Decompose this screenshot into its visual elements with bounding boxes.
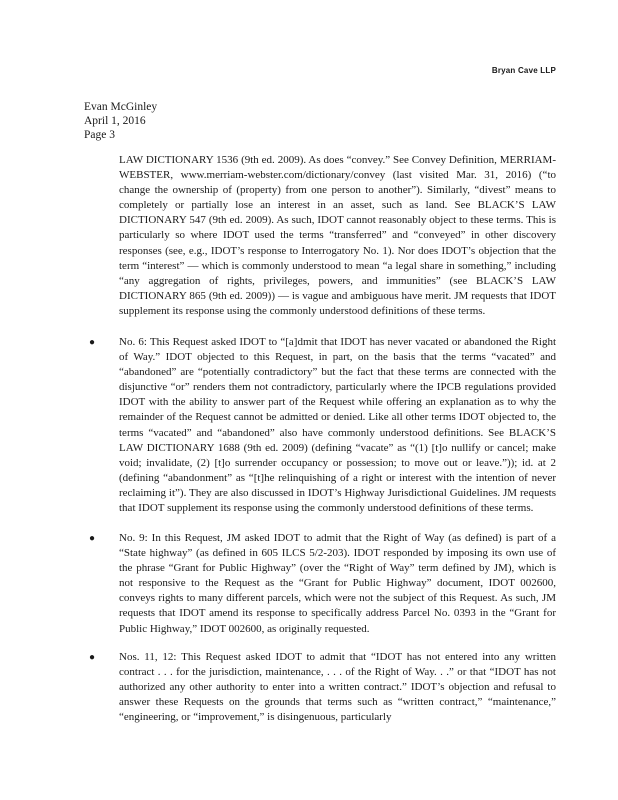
request-item-no-9: No. 9: In this Request, JM asked IDOT to admit that the Right of Way (as defined) is part of a “State highway” (as defined in 605 ILCS 5/2-203). IDOT responded by imposing its own use of the phrase “Grant for Public Highway” (over the “Right of Way” term defined by JM), which is not responsive to the Request as the “Grant for Public Highway” document, IDOT 002600, conveys rights to many different parcels, which were not the subject of this Request. As such, JM requests that IDOT amend its response to specifically address Parcel No. 0393 in the “Grant for Public Highway,” IDOT 002600, as originally requested. (119, 532, 556, 635)
request-item-no-6: No. 6: This Request asked IDOT to “[a]dmit that IDOT has never vacated or abandoned the Right of Way.” IDOT objected to this Request, in part, on the basis that the terms “vacated” and “abandoned” are “potentially contradictory” but the fact that these terms are connected with the disjunctive “or” renders them not contradictory, particularly where the IPCB regulations provided IDOT with the ability to answer part of the Request while offering an explanation as to why the remainder of the Request cannot be admitted or denied. Like all other terms IDOT objected to, the terms “vacated” and “abandoned” also have commonly understood definitions. See BLACK’S LAW DICTIONARY 1688 (9th ed. 2009) (defining “vacate” as “(1) [t]o nullify or cancel; make void; invalidate, (2) [t]o surrender occupancy or possession; to move out or leave.”)); id. at 2 (defining “abandonment” as “[t]he relinquishing of a right or interest with the intention of never reclaiming it”). They are also discussed in IDOT’s Highway Jurisdictional Guidelines. JM requests that IDOT supplement its response using the commonly understood definitions of these terms. (119, 336, 556, 515)
page-number: Page 3 (84, 129, 115, 141)
intro-paragraph: LAW DICTIONARY 1536 (9th ed. 2009). As does “convey.” See Convey Definition, MERRIAM-WEBSTER, www.merriam-webster.com/dictionary/convey (last visited Mar. 31, 2016) (“to change the ownership of (property) from one person to another”). Similarly, “divest” means to completely or partially lose an interest in an asset, such as land. See BLACK’S LAW DICTIONARY 547 (9th ed. 2009). As such, IDOT cannot reasonably object to these terms. This is particularly so where IDOT used the terms “transferred” and “conveyed” in other discovery responses (see, e.g., IDOT’s response to Interrogatory No. 1). Nor does IDOT’s objection that the term “interest” — which is commonly understood to mean “a legal share in something,” including “any aggregation of rights, privileges, powers, and immunities” (see BLACK’S LAW DICTIONARY 865 (9th ed. 2009)) — is vague and ambiguous have merit. JM requests that IDOT supplement its response using the commonly understood definitions of these terms. (119, 154, 556, 317)
recipient-name: Evan McGinley (84, 101, 158, 113)
request-item-nos-11-12: Nos. 11, 12: This Request asked IDOT to admit that “IDOT has not entered into any written contract . . . for the jurisdiction, maintenance, . . . of the Right of Way. . .” or that “IDOT has not authorized any other authority to enter into a written contract.” IDOT’s objection and refusal to answer these Requests on the grounds that terms such as “written contract,” “maintenance,” “engineering, or “improvement,” is disingenuous, particularly (119, 651, 556, 724)
letter-date: April 1, 2016 (84, 115, 146, 127)
letter-header (84, 100, 157, 142)
bullet-marker: ● (89, 533, 96, 544)
bullet-marker: ● (89, 337, 96, 348)
firm-name: Bryan Cave LLP (491, 66, 556, 75)
bullet-marker: ● (89, 652, 96, 663)
